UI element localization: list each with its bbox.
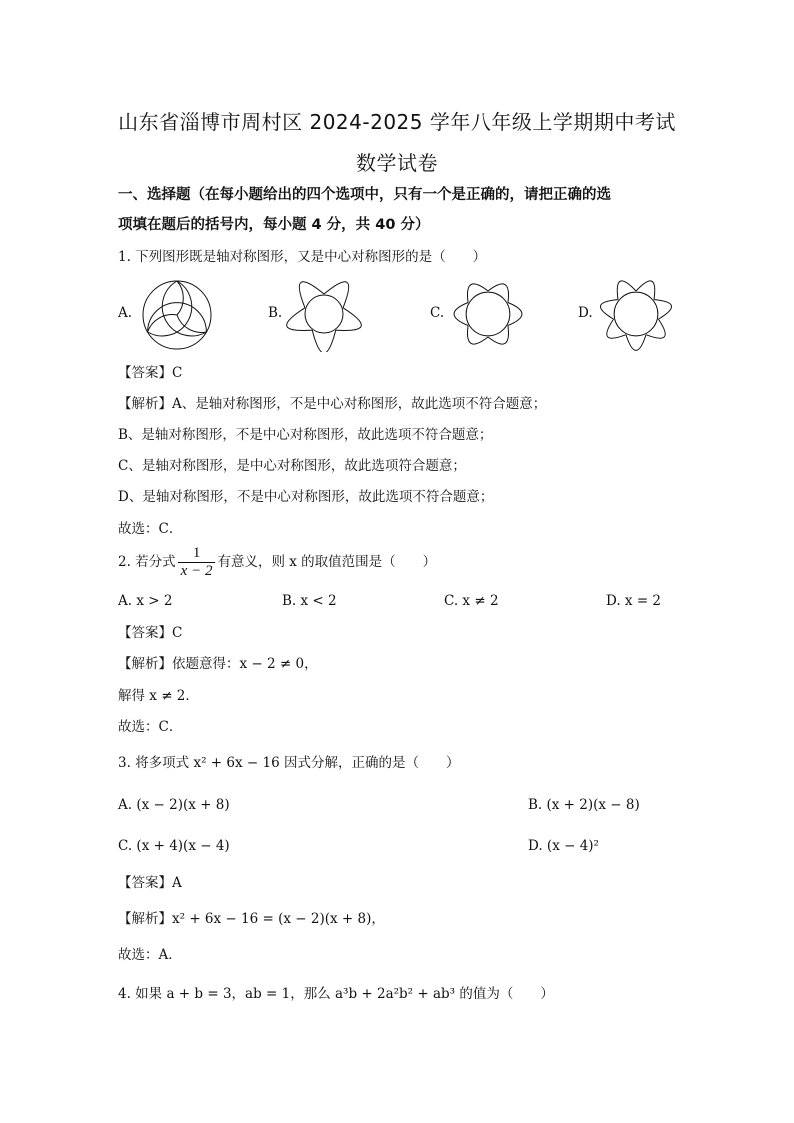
q3-analysis-line: 故选：A． xyxy=(118,947,182,963)
exam-title: 山东省淄博市周村区 2024-2025 学年八年级上学期期中考试 xyxy=(118,110,676,134)
q1-figure-c xyxy=(450,276,526,352)
q1-figure-a xyxy=(140,278,214,352)
q2-fraction-numerator: 1 xyxy=(178,545,216,563)
q2-option-d: D. x = 2 xyxy=(606,593,662,609)
q3-option-d: D. (x − 4)² xyxy=(528,838,599,854)
figure-inner-circle xyxy=(614,292,658,336)
q1-option-d-label: D. xyxy=(578,305,593,321)
q1-figure-b xyxy=(286,276,362,352)
q1-answer: 【答案】C xyxy=(118,365,183,381)
q2-analysis-line: 解得 x ≠ 2． xyxy=(118,688,199,704)
q2-fraction-denominator: x − 2 xyxy=(180,563,213,579)
section-heading-line2: 项填在题后的括号内，每小题 4 分，共 40 分） xyxy=(118,217,430,233)
q2-answer: 【答案】C xyxy=(118,625,183,641)
q3-option-c: C. (x + 4)(x − 4) xyxy=(118,838,230,854)
q2-analysis-line: 【解析】依题意得：x − 2 ≠ 0， xyxy=(118,656,318,672)
q1-analysis-line: 【解析】A、是轴对称图形，不是中心对称图形，故此选项不符合题意； xyxy=(118,396,547,412)
section-heading-line1: 一、选择题（在每小题给出的四个选项中，只有一个是正确的，请把正确的选 xyxy=(118,187,611,203)
exam-subtitle: 数学试卷 xyxy=(356,151,438,175)
q2-option-a: A. x > 2 xyxy=(118,593,173,609)
q3-answer: 【答案】A xyxy=(118,875,182,891)
q2-stem-post: 有意义，则 x 的取值范围是（ ） xyxy=(217,554,437,570)
q1-figure-d xyxy=(598,276,674,352)
q2-option-b: B. x < 2 xyxy=(282,593,337,609)
figure-petals xyxy=(287,282,362,352)
q1-analysis-line: B、是轴对称图形，不是中心对称图形，故此选项不符合题意； xyxy=(118,427,493,443)
question-3-stem: 3. 将多项式 x² + 6x − 16 因式分解，正确的是（ ） xyxy=(118,755,460,771)
q1-analysis-line: C、是轴对称图形，是中心对称图形，故此选项符合题意； xyxy=(118,458,466,474)
figure-inner-circle xyxy=(466,292,510,336)
q1-option-b-label: B. xyxy=(268,305,283,321)
q1-analysis-line: 故选：C． xyxy=(118,521,183,537)
q3-option-a: A. (x − 2)(x + 8) xyxy=(118,797,230,813)
q1-option-c-label: C. xyxy=(430,305,445,321)
q1-option-a-label: A. xyxy=(118,305,133,321)
question-2-stem xyxy=(118,545,436,580)
q3-analysis-line: 【解析】x² + 6x − 16 = (x − 2)(x + 8)， xyxy=(118,911,385,927)
q1-analysis-line: D、是轴对称图形，不是中心对称图形，故此选项不符合题意； xyxy=(118,489,494,505)
q3-option-b: B. (x + 2)(x − 8) xyxy=(528,797,640,813)
question-1-stem: 1. 下列图形既是轴对称图形，又是中心对称图形的是（ ） xyxy=(118,249,487,265)
question-4-stem: 4. 如果 a + b = 3，ab = 1，那么 a³b + 2a²b² + ab³ 的值为（ ） xyxy=(118,986,554,1002)
q2-option-c: C. x ≠ 2 xyxy=(444,593,499,609)
q2-analysis-line: 故选：C． xyxy=(118,719,183,735)
q2-stem-pre: 2. 若分式 xyxy=(118,554,176,570)
q2-fraction xyxy=(178,545,216,580)
